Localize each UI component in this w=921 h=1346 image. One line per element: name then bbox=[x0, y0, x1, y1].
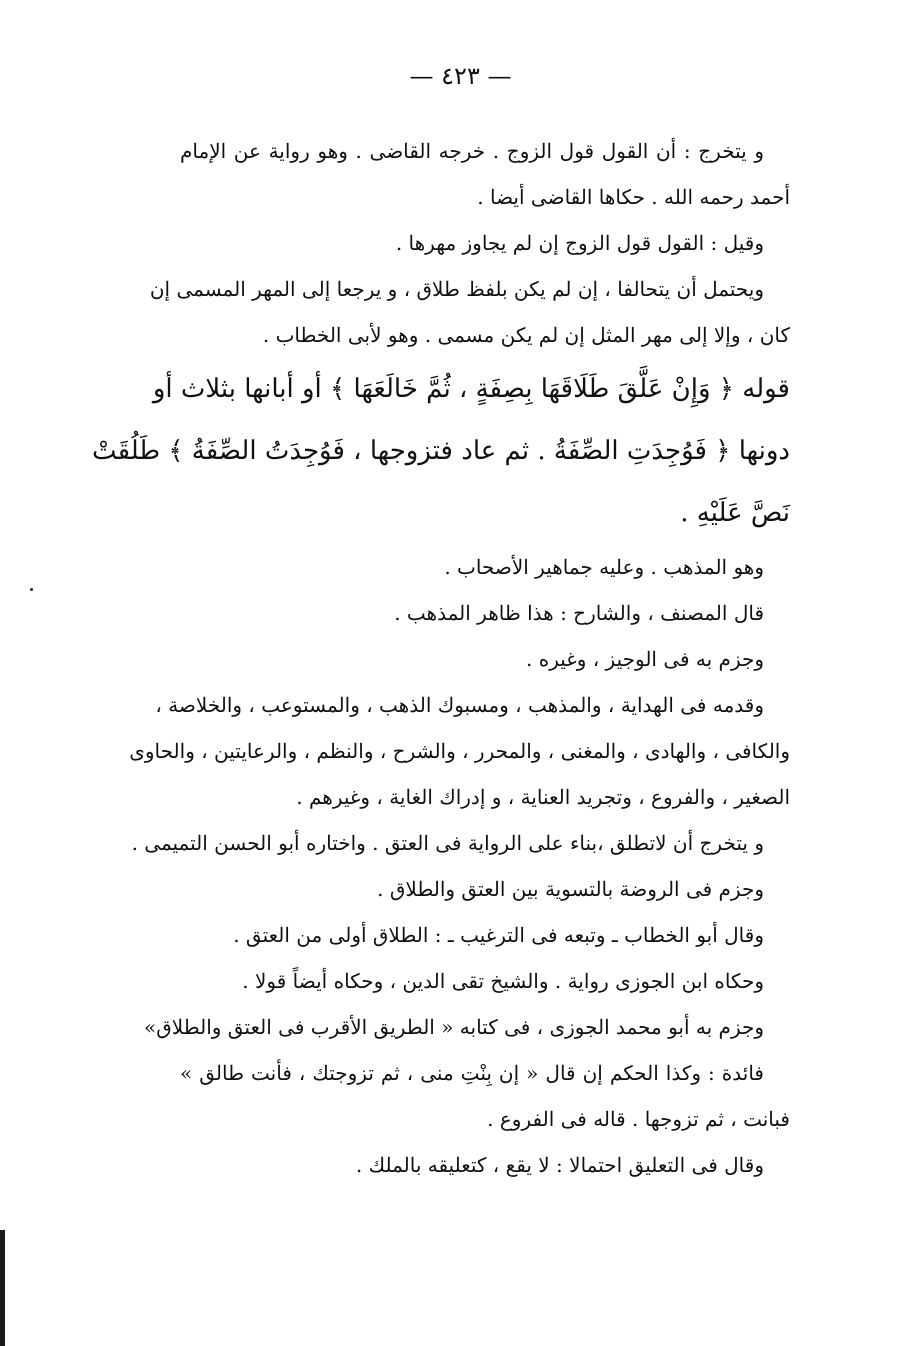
text-line: و يتخرج : أن القول قول الزوج . خرجه القاضى . وهو رواية عن الإمام bbox=[180, 139, 764, 163]
text-line: وقال أبو الخطاب ـ وتبعه فى الترغيب ـ : الطلاق أولى من العتق . bbox=[233, 923, 764, 947]
text-line: فبانت ، ثم تزوجها . قاله فى الفروع . bbox=[487, 1107, 790, 1131]
text-line: والكافى ، والهادى ، والمغنى ، والمحرر ، والشرح ، والنظم ، والرعايتين ، والحاوى bbox=[129, 739, 790, 763]
text-line: قوله ﴿ وَإِنْ عَلَّقَ طَلَاقَهَا بِصِفَةٍ ، ثُمَّ خَالَعَهَا ﴾ أو أبانها بثلاث أو bbox=[152, 374, 790, 404]
text-line: الصغير ، والفروع ، وتجريد العناية ، و إدراك الغاية ، وغيرهم . bbox=[296, 785, 790, 809]
text-line: و يتخرج أن لاتطلق ،بناء على الرواية فى العتق . واختاره أبو الحسن التميمى . bbox=[131, 831, 764, 855]
text-line: وحكاه ابن الجوزى رواية . والشيخ تقى الدين ، وحكاه أيضاً قولا . bbox=[242, 969, 764, 993]
text-line: أحمد رحمه الله . حكاها القاضى أيضا . bbox=[477, 185, 790, 209]
page-number: — ٤٢٣ — bbox=[409, 62, 512, 90]
text-line: نَصَّ عَلَيْهِ . bbox=[680, 498, 790, 528]
text-line: دونها ﴿ فَوُجِدَتِ الصِّفَةُ . ثم عاد فتزوجها ، فَوُجِدَتُ الصِّفَةُ ﴾ طَلُقَتْ bbox=[92, 436, 790, 466]
text-line: كان ، وإلا إلى مهر المثل إن لم يكن مسمى . وهو لأبى الخطاب . bbox=[262, 323, 790, 347]
text-line: وقال فى التعليق احتمالا : لا يقع ، كتعليقه بالملك . bbox=[355, 1153, 764, 1177]
text-line: وهو المذهب . وعليه جماهير الأصحاب . bbox=[444, 555, 764, 579]
text-line: وقيل : القول قول الزوج إن لم يجاوز مهرها . bbox=[395, 231, 764, 255]
text-line: قال المصنف ، والشارح : هذا ظاهر المذهب . bbox=[394, 601, 764, 625]
text-line: وجزم به أبو محمد الجوزى ، فى كتابه « الطريق الأقرب فى العتق والطلاق» bbox=[144, 1015, 764, 1039]
text-line: وقدمه فى الهداية ، والمذهب ، ومسبوك الذهب ، والمستوعب ، والخلاصة ، bbox=[155, 693, 764, 717]
text-line: فائدة : وكذا الحكم إن قال « إن بِنْتِ منى ، ثم تزوجتك ، فأنت طالق » bbox=[180, 1061, 764, 1085]
page-edge-shadow bbox=[0, 1230, 5, 1346]
text-line: ويحتمل أن يتحالفا ، إن لم يكن بلفظ طلاق ، و يرجعا إلى المهر المسمى إن bbox=[149, 277, 764, 301]
body-text bbox=[92, 128, 790, 1188]
text-line: وجزم به فى الوجيز ، وغيره . bbox=[526, 647, 764, 671]
margin-speck bbox=[30, 588, 33, 591]
text-line: وجزم فى الروضة بالتسوية بين العتق والطلاق . bbox=[377, 877, 764, 901]
